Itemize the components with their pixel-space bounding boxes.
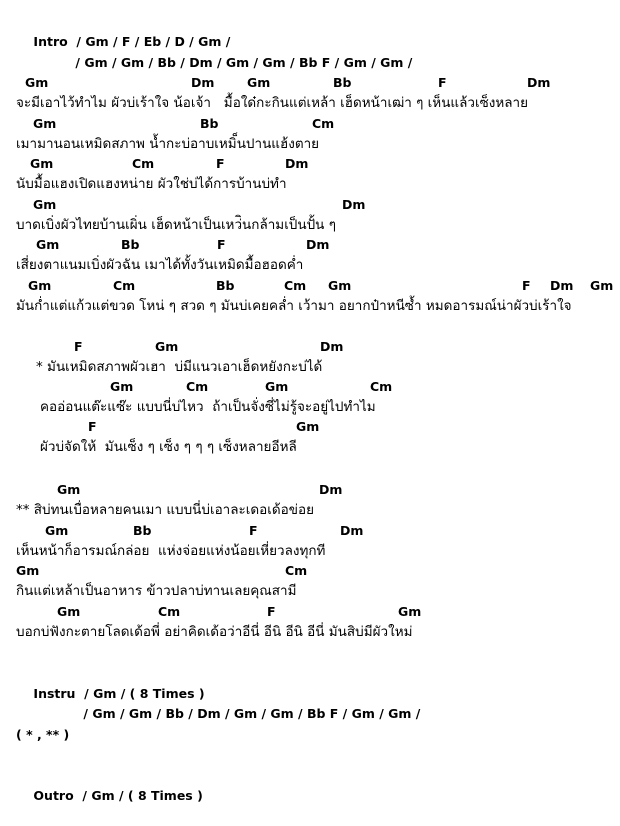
instru-chords-2: / Gm / Gm / Bb / Dm / Gm / Gm / Bb F / Gm / Gm / <box>83 706 421 721</box>
chord: Gm <box>33 196 57 212</box>
lyric-line: บาดเบิ่งผัวไทยบ้านเผิ่น เฮ็ดหน้าเป็นเหว่ินกล้ามเป็นปั้น ๆ <box>16 216 336 233</box>
chord: Cm <box>158 603 181 619</box>
chord: Gm <box>398 603 422 619</box>
chord: Dm <box>285 156 309 171</box>
chord: Gm <box>57 603 81 619</box>
lyric-line: ผัวบ่จัดให้ มันเซ็ง ๆ เซ็ง ๆ ๆ ๆ เซ็งหลายอีหลี <box>40 439 297 455</box>
chord-row <box>0 602 620 622</box>
lyric-line: คออ่อนแต๊ะแซ๊ะ แบบนี่บ่ไหว ถ้าเป็นจั่งซี่ไม่รู้จะอยู่ไปทำไม <box>40 399 376 415</box>
intro-chords-2: / Gm / Gm / Bb / Dm / Gm / Gm / Bb F / Gm / Gm / <box>75 55 413 70</box>
chord: Gm <box>247 75 271 90</box>
chord: Bb <box>200 115 219 131</box>
chord-row <box>0 377 620 397</box>
intro-label: Intro <box>33 34 68 49</box>
chord: Dm <box>319 482 343 497</box>
repeat-marker: ( * , ** ) <box>16 727 70 742</box>
intro-chords-1: / Gm / F / Eb / D / Gm / <box>76 34 231 49</box>
chord: Gm <box>296 419 320 434</box>
chord: Cm <box>312 115 335 131</box>
chord: Bb <box>121 237 140 252</box>
lyric-line: ** สิบ่ทนเบื่อหลายคนเมา แบบนี่บ่เอาละเดอเด้อข่อย <box>16 502 315 518</box>
chord-row <box>0 235 620 255</box>
lyric-line: นับมื้อแฮงเปิดแฮงหน่าย ผัวใช่บ่ได้การบ้านบ่ทำ <box>16 176 287 192</box>
chord: Bb <box>333 75 352 90</box>
chord: Gm <box>36 237 60 252</box>
chord-row <box>0 561 620 581</box>
lyric-line: จะมีเอาไว้ทำไม ผัวบ่เร้าใจ น้อเจ้า มื้อใด๋กะกินแต่เหล้า เฮ็ดหน้าเฒ่า ๆ เห็นแล้วเซ็งหลาย <box>16 95 529 111</box>
chord: Dm <box>191 75 215 90</box>
chord: Cm <box>284 277 307 293</box>
chord: F <box>217 237 226 252</box>
chord: Bb <box>216 277 235 293</box>
chord: Gm <box>328 277 352 293</box>
chord: Cm <box>285 563 308 578</box>
chord-row <box>0 195 620 215</box>
intro-line-2 <box>58 33 413 70</box>
instru-label: Instru <box>33 686 76 701</box>
chord: F <box>522 277 531 293</box>
chord: Gm <box>45 522 69 538</box>
chord: Gm <box>110 379 134 394</box>
chord-row <box>0 417 620 437</box>
instru-line-2 <box>66 684 421 721</box>
chord: F <box>438 75 447 90</box>
outro-line <box>16 766 203 803</box>
chord: Gm <box>28 277 52 293</box>
chord: Dm <box>306 237 330 252</box>
chord: Gm <box>30 156 54 171</box>
instru-chords-1: / Gm / ( 8 Times ) <box>84 686 205 701</box>
chord: Dm <box>527 75 551 90</box>
chord: F <box>267 603 276 619</box>
chord: Cm <box>132 156 155 171</box>
chord-row <box>0 154 620 174</box>
chord: Gm <box>16 563 40 578</box>
chord: Cm <box>370 379 393 394</box>
chord: Gm <box>33 115 57 131</box>
intro-line-1 <box>16 12 231 49</box>
chord: Gm <box>25 75 49 90</box>
chord: F <box>216 156 225 171</box>
lyric-line: เห็นหน้าก็อารมณ์กล่อย แห่งจ่อยแห่งน้อยเหี่ยวลงทุกที <box>16 542 326 559</box>
chord-row <box>0 480 620 500</box>
chord-row <box>0 337 620 357</box>
chord: Gm <box>590 277 614 293</box>
chord: Cm <box>113 277 136 293</box>
outro-label: Outro <box>33 788 74 803</box>
chord: Dm <box>320 339 344 354</box>
lyric-line: * มันเหมิดสภาพผัวเฮา บ่มีแนวเอาเฮ็ดหยังกะบ่ได้ <box>36 359 323 375</box>
chord: Cm <box>186 379 209 394</box>
lyric-line: เมามานอนเหมิดสภาพ น้ำกะบ่อาบเหมิ็นปานแฮ้งตาย <box>16 135 320 152</box>
chord: Dm <box>342 196 366 212</box>
chord-row <box>0 73 620 93</box>
lyric-line: เสี่ยงตาแนมเบิ่งผัวฉัน เมาได้ทั้งวันเหมิดมื้อฮอดค่ำ <box>16 257 304 273</box>
instru-line-1 <box>16 664 205 701</box>
lyric-line: บอกบ่ฟังกะตายโลดเด้อพี่ อย่าคิดเด้อว่าอีนี่ อีนิ อีนิ อีนี่ มันสิบ่มีผัวใหม่ <box>16 623 413 640</box>
lyric-line: มันก่ำแต่แก้วแต่ขวด โหน่ ๆ สวด ๆ มันบ่เคยคล่ำ เว้ามา อยากป๋าหนีซ้ำ หมดอารมณ์น่าผัวบ่เร้าใจ <box>16 297 572 314</box>
chord: F <box>88 419 97 434</box>
lyric-line: กินแต่เหล้าเป็นอาหาร ข้าวปลาบ่ทานเลยคุณสามี <box>16 583 297 599</box>
chord-row <box>0 521 620 541</box>
chord: Dm <box>550 277 574 293</box>
outro-chords: / Gm / ( 8 Times ) <box>82 788 203 803</box>
chord: Dm <box>340 522 364 538</box>
chord-row <box>0 114 620 134</box>
chord: F <box>249 522 258 538</box>
chord: Bb <box>133 522 152 538</box>
chord: Gm <box>155 339 179 354</box>
chord: F <box>74 339 83 354</box>
chord-row <box>0 276 620 296</box>
chord: Gm <box>57 482 81 497</box>
chord: Gm <box>265 379 289 394</box>
